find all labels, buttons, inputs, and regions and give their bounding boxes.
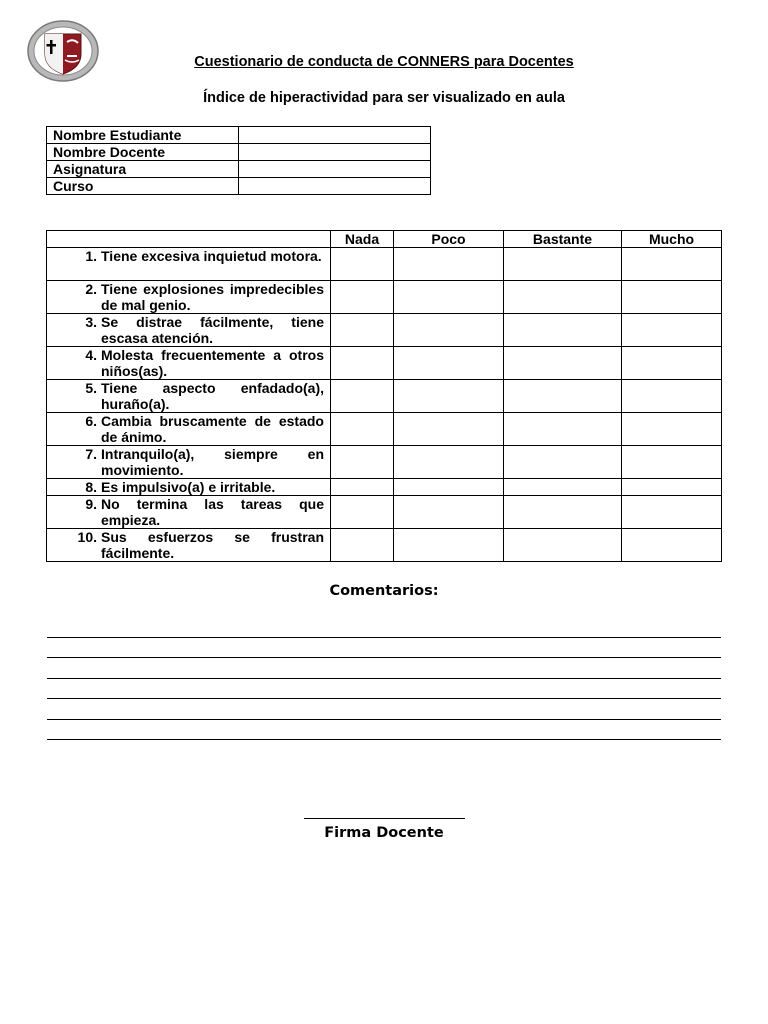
info-row (47, 127, 431, 144)
comments-label: Comentarios: (329, 583, 439, 599)
item-cell (47, 380, 331, 413)
rating-cell-bastante[interactable] (504, 314, 622, 347)
table-row (47, 347, 722, 380)
item-cell (47, 281, 331, 314)
info-value-field[interactable] (239, 178, 431, 195)
table-row (47, 413, 722, 446)
column-header-poco: Poco (394, 231, 504, 248)
rating-cell-mucho[interactable] (622, 496, 722, 529)
info-label: Nombre Estudiante (47, 127, 239, 144)
item-number: 4. (85, 347, 97, 363)
rating-cell-nada[interactable] (331, 248, 394, 281)
school-crest-logo (27, 20, 99, 82)
rating-cell-nada[interactable] (331, 281, 394, 314)
rating-cell-poco[interactable] (394, 380, 504, 413)
rating-cell-poco[interactable] (394, 281, 504, 314)
info-label: Nombre Docente (47, 144, 239, 161)
item-cell (47, 446, 331, 479)
rating-cell-poco[interactable] (394, 446, 504, 479)
rating-cell-poco[interactable] (394, 413, 504, 446)
table-row (47, 446, 722, 479)
item-number: 8. (85, 479, 97, 495)
rating-cell-bastante[interactable] (504, 479, 622, 496)
rating-cell-nada[interactable] (331, 496, 394, 529)
column-header-nada: Nada (331, 231, 394, 248)
rating-cell-poco[interactable] (394, 496, 504, 529)
rating-cell-poco[interactable] (394, 479, 504, 496)
comment-line[interactable] (47, 657, 721, 658)
table-row (47, 479, 722, 496)
rating-cell-bastante[interactable] (504, 446, 622, 479)
rating-cell-bastante[interactable] (504, 281, 622, 314)
rating-cell-mucho[interactable] (622, 413, 722, 446)
rating-cell-poco[interactable] (394, 347, 504, 380)
item-cell (47, 248, 331, 281)
item-number: 3. (85, 314, 97, 330)
item-number: 5. (85, 380, 97, 396)
item-cell (47, 347, 331, 380)
item-number: 9. (85, 496, 97, 512)
rating-cell-nada[interactable] (331, 479, 394, 496)
rating-cell-nada[interactable] (331, 446, 394, 479)
item-text: Tiene aspecto enfadado(a), huraño(a). (101, 380, 324, 412)
info-value-field[interactable] (239, 144, 431, 161)
rating-cell-bastante[interactable] (504, 413, 622, 446)
rating-cell-mucho[interactable] (622, 347, 722, 380)
item-text: Intranquilo(a), siempre en movimiento. (101, 446, 324, 478)
info-row (47, 144, 431, 161)
signature-label: Firma Docente (324, 825, 444, 841)
rating-cell-bastante[interactable] (504, 529, 622, 562)
item-text: Tiene excesiva inquietud motora. (101, 248, 322, 264)
rating-cell-bastante[interactable] (504, 496, 622, 529)
comment-line[interactable] (47, 739, 721, 740)
table-row (47, 314, 722, 347)
header-blank (47, 231, 331, 248)
document-subtitle: Índice de hiperactividad para ser visualizado en aula (203, 90, 565, 106)
rating-cell-bastante[interactable] (504, 248, 622, 281)
item-text: Es impulsivo(a) e irritable. (101, 479, 276, 495)
comment-line[interactable] (47, 719, 721, 720)
rating-cell-bastante[interactable] (504, 347, 622, 380)
rating-cell-mucho[interactable] (622, 446, 722, 479)
item-number: 2. (85, 281, 97, 297)
info-label: Curso (47, 178, 239, 195)
item-cell (47, 479, 331, 496)
info-row (47, 161, 431, 178)
item-cell (47, 413, 331, 446)
items-body (47, 248, 722, 562)
item-text: Se distrae fácilmente, tiene escasa atención. (101, 314, 324, 346)
item-text: No termina las tareas que empieza. (101, 496, 324, 528)
rating-cell-mucho[interactable] (622, 248, 722, 281)
table-header-row (47, 231, 722, 248)
behavior-rating-table (46, 230, 722, 562)
rating-cell-mucho[interactable] (622, 380, 722, 413)
table-row (47, 529, 722, 562)
rating-cell-poco[interactable] (394, 529, 504, 562)
column-header-mucho: Mucho (622, 231, 722, 248)
comment-line[interactable] (47, 698, 721, 699)
rating-cell-bastante[interactable] (504, 380, 622, 413)
item-text: Molesta frecuentemente a otros niños(as). (101, 347, 324, 379)
rating-cell-nada[interactable] (331, 314, 394, 347)
table-row (47, 248, 722, 281)
rating-cell-mucho[interactable] (622, 529, 722, 562)
item-number: 10. (77, 529, 97, 545)
comment-line[interactable] (47, 678, 721, 679)
info-value-field[interactable] (239, 161, 431, 178)
item-cell (47, 314, 331, 347)
item-number: 6. (85, 413, 97, 429)
rating-cell-nada[interactable] (331, 413, 394, 446)
table-row (47, 281, 722, 314)
rating-cell-nada[interactable] (331, 347, 394, 380)
info-label: Asignatura (47, 161, 239, 178)
item-text: Tiene explosiones impredecibles de mal genio. (101, 281, 324, 313)
info-value-field[interactable] (239, 127, 431, 144)
info-row (47, 178, 431, 195)
item-text: Sus esfuerzos se frustran fácilmente. (101, 529, 324, 561)
document-title: Cuestionario de conducta de CONNERS para Docentes (194, 54, 574, 70)
rating-cell-nada[interactable] (331, 380, 394, 413)
table-row (47, 380, 722, 413)
item-cell (47, 496, 331, 529)
comment-line[interactable] (47, 637, 721, 638)
rating-cell-mucho[interactable] (622, 314, 722, 347)
column-header-bastante: Bastante (504, 231, 622, 248)
rating-cell-poco[interactable] (394, 248, 504, 281)
item-number: 1. (85, 248, 97, 264)
student-info-table (46, 126, 431, 195)
rating-cell-mucho[interactable] (622, 281, 722, 314)
signature-line[interactable] (304, 818, 465, 819)
item-number: 7. (85, 446, 97, 462)
item-cell (47, 529, 331, 562)
item-text: Cambia bruscamente de estado de ánimo. (101, 413, 324, 445)
table-row (47, 496, 722, 529)
rating-cell-nada[interactable] (331, 529, 394, 562)
rating-cell-poco[interactable] (394, 314, 504, 347)
rating-cell-mucho[interactable] (622, 479, 722, 496)
